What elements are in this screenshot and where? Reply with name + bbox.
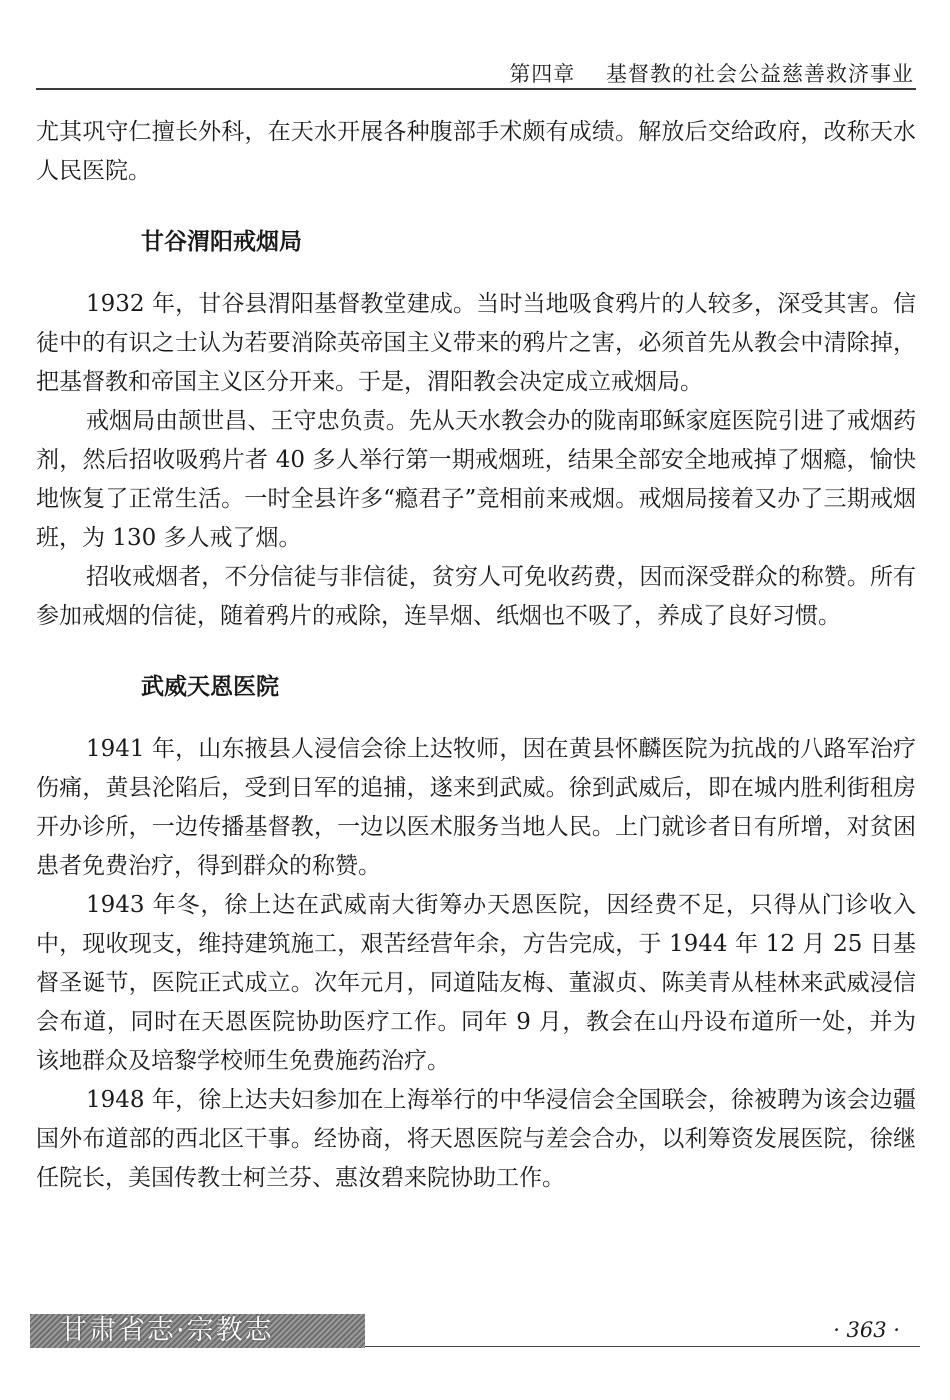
spacer — [36, 191, 916, 222]
intro-paragraph: 尤其巩守仁擅长外科，在天水开展各种腹部手术颇有成绩。解放后交给政府，改称天水人民医院。 — [36, 119, 916, 184]
section-1-paragraph: 招收戒烟者，不分信徒与非信徒，贫穷人可免收药费，因而深受群众的称赞。所有参加戒烟的信徒，随着鸦片的戒除，连旱烟、纸烟也不吸了，养成了良好习惯。 — [36, 564, 916, 629]
spacer — [36, 636, 916, 667]
header-rule — [36, 88, 916, 90]
page-number: · 363 · — [833, 1318, 900, 1342]
section-1-paragraph: 1932 年，甘谷县渭阳基督教堂建成。当时当地吸食鸦片的人较多，深受其害。信徒中的有识之士认为若要消除英帝国主义带来的鸦片之害，必须首先从教会中清除掉，把基督教和帝国主义区分开来。于是，渭阳教会决定成立戒烟局。 — [36, 291, 916, 395]
section-heading-2: 武威天恩医院 — [141, 674, 279, 700]
page-body — [36, 113, 916, 1198]
section-heading-1: 甘谷渭阳戒烟局 — [141, 229, 302, 255]
spacer — [36, 262, 916, 285]
section-2-paragraph: 1948 年，徐上达夫妇参加在上海举行的中华浸信会全国联会，徐被聘为该会边疆国外布道部的西北区干事。经协商，将天恩医院与差会合办，以利筹资发展医院，徐继任院长，美国传教士柯兰芬、惠汝碧来院协助工作。 — [36, 1087, 916, 1191]
section-2-paragraph: 1943 年冬，徐上达在武威南大街筹办天恩医院，因经费不足，只得从门诊收入中，现收现支，维持建筑施工，艰苦经营年余，方告完成，于 1944 年 12 月 25 日基督圣诞节，医院正式成立。次年元月，同道陆友梅、董淑贞、陈美青从桂林来武威浸信会布道，同时在天恩医院协助医疗工作。同年 9 月，教会在山丹设布道所一处，并为该地群众及培黎学校师生免费施药治疗。 — [36, 892, 916, 1074]
footer-book-title: 甘肃省志·宗教志 — [60, 1315, 274, 1346]
section-1-paragraph: 戒烟局由颉世昌、王守忠负责。先从天水教会办的陇南耶稣家庭医院引进了戒烟药剂，然后招收吸鸦片者 40 多人举行第一期戒烟班，结果全部安全地戒掉了烟瘾，愉快地恢复了正常生活。一时全县许多“瘾君子”竞相前来戒烟。戒烟局接着又办了三期戒烟班，为 130 多人戒了烟。 — [36, 408, 916, 551]
section-2-paragraph: 1941 年，山东掖县人浸信会徐上达牧师，因在黄县怀麟医院为抗战的八路军治疗伤痛，黄县沦陷后，受到日军的追捕，遂来到武威。徐到武威后，即在城内胜利街租房开办诊所，一边传播基督教，一边以医术服务当地人民。上门就诊者日有所增，对贫困患者免费治疗，得到群众的称赞。 — [36, 736, 916, 879]
running-header: 第四章 基督教的社会公益慈善救济事业 — [509, 62, 914, 86]
footer-rule — [365, 1346, 920, 1347]
spacer — [36, 707, 916, 730]
